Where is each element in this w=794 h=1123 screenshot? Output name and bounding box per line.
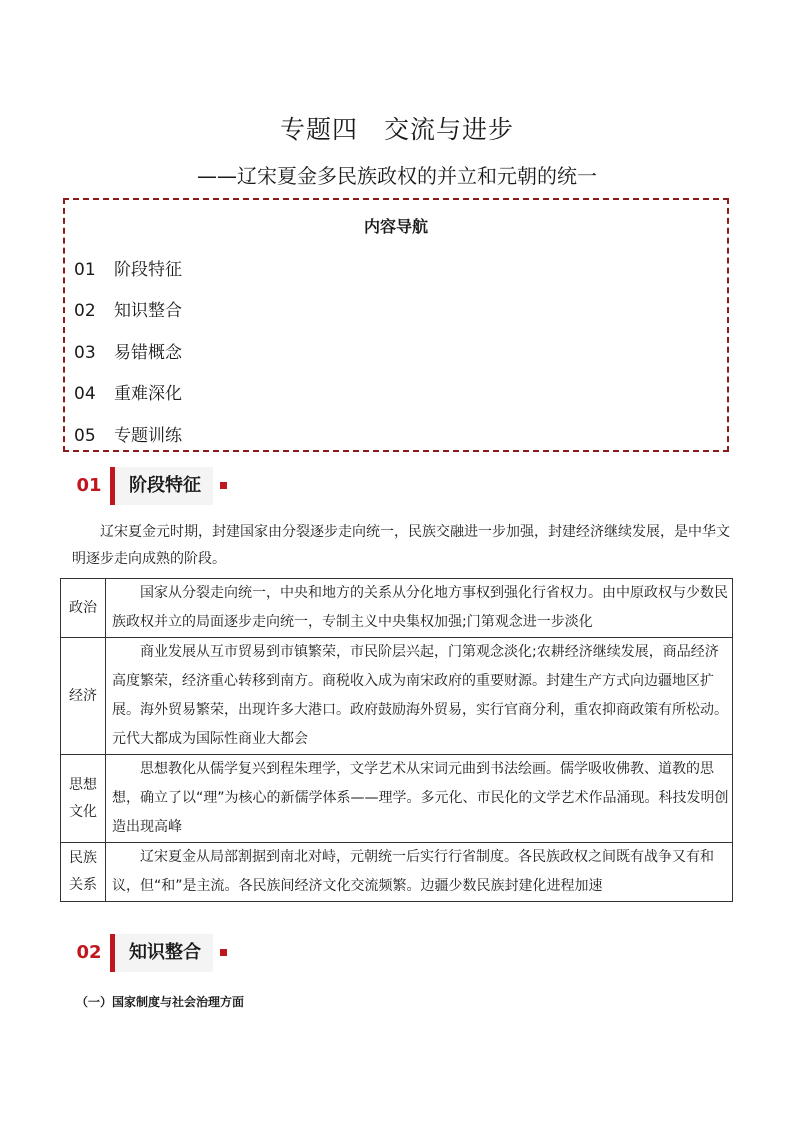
section-label: 阶段特征 [115, 467, 213, 505]
row-text: 思想教化从儒学复兴到程朱理学，文学艺术从宋词元曲到书法绘画。儒学吸收佛教、道教的思想，确立了以“理”为核心的新儒学体系——理学。多元化、市民化的文学艺术作品涌现。科技发明创造出现高峰 [106, 755, 733, 843]
row-label: 思想文化 [61, 755, 106, 843]
nav-item-03[interactable] [74, 338, 182, 363]
nav-item-label: 重难深化 [114, 384, 182, 404]
table-row [61, 638, 733, 755]
row-text: 辽宋夏金从局部割据到南北对峙，元朝统一后实行行省制度。各民族政权之间既有战争又有和议，但“和”是主流。各民族间经济文化交流频繁。边疆少数民族封建化进程加速 [106, 843, 733, 902]
stage-features-table [60, 578, 733, 902]
table-row [61, 755, 733, 843]
section-number: 01 [76, 475, 102, 496]
nav-item-number: 04 [74, 384, 96, 404]
nav-heading: 内容导航 [363, 217, 428, 236]
page-title: 专题四 交流与进步 [279, 115, 514, 144]
nav-item-01[interactable] [74, 255, 182, 280]
subsection-heading: （一）国家制度与社会治理方面 [76, 995, 245, 1009]
nav-item-label: 易错概念 [114, 343, 182, 363]
row-text: 商业发展从互市贸易到市镇繁荣，市民阶层兴起，门第观念淡化;农耕经济继续发展，商品经济高度繁荣，经济重心转移到南方。商税收入成为南宋政府的重要财源。封建生产方式向边疆地区扩展。海外贸易繁荣，出现许多大港口。政府鼓励海外贸易，实行官商分利，重农抑商政策有所松动。元代大都成为国际性商业大都会 [106, 638, 733, 755]
row-label: 民族关系 [61, 843, 106, 902]
nav-item-02[interactable] [74, 296, 182, 321]
table-row [61, 843, 733, 902]
intro-paragraph: 辽宋夏金元时期，封建国家由分裂逐步走向统一，民族交融进一步加强，封建经济继续发展，是中华文明逐步走向成熟的阶段。 [72, 524, 730, 567]
nav-item-label: 专题训练 [114, 426, 182, 446]
row-label: 政治 [61, 579, 106, 638]
section-square-icon [220, 949, 227, 956]
nav-item-label: 知识整合 [114, 301, 182, 321]
section-number: 02 [76, 942, 102, 963]
row-label: 经济 [61, 638, 106, 755]
nav-item-number: 02 [74, 301, 96, 321]
nav-item-number: 03 [74, 343, 96, 363]
nav-item-number: 01 [74, 260, 96, 280]
nav-item-label: 阶段特征 [114, 260, 182, 280]
nav-item-04[interactable] [74, 379, 182, 404]
section-label: 知识整合 [115, 934, 213, 972]
page-subtitle: ——辽宋夏金多民族政权的并立和元朝的统一 [197, 164, 597, 188]
content-navigation-box [63, 198, 729, 452]
row-text: 国家从分裂走向统一，中央和地方的关系从分化地方事权到强化行省权力。由中原政权与少数民族政权并立的局面逐步走向统一，专制主义中央集权加强;门第观念进一步淡化 [106, 579, 733, 638]
section-square-icon [220, 482, 227, 489]
table-row [61, 579, 733, 638]
nav-item-05[interactable] [74, 421, 182, 446]
nav-item-number: 05 [74, 426, 96, 446]
